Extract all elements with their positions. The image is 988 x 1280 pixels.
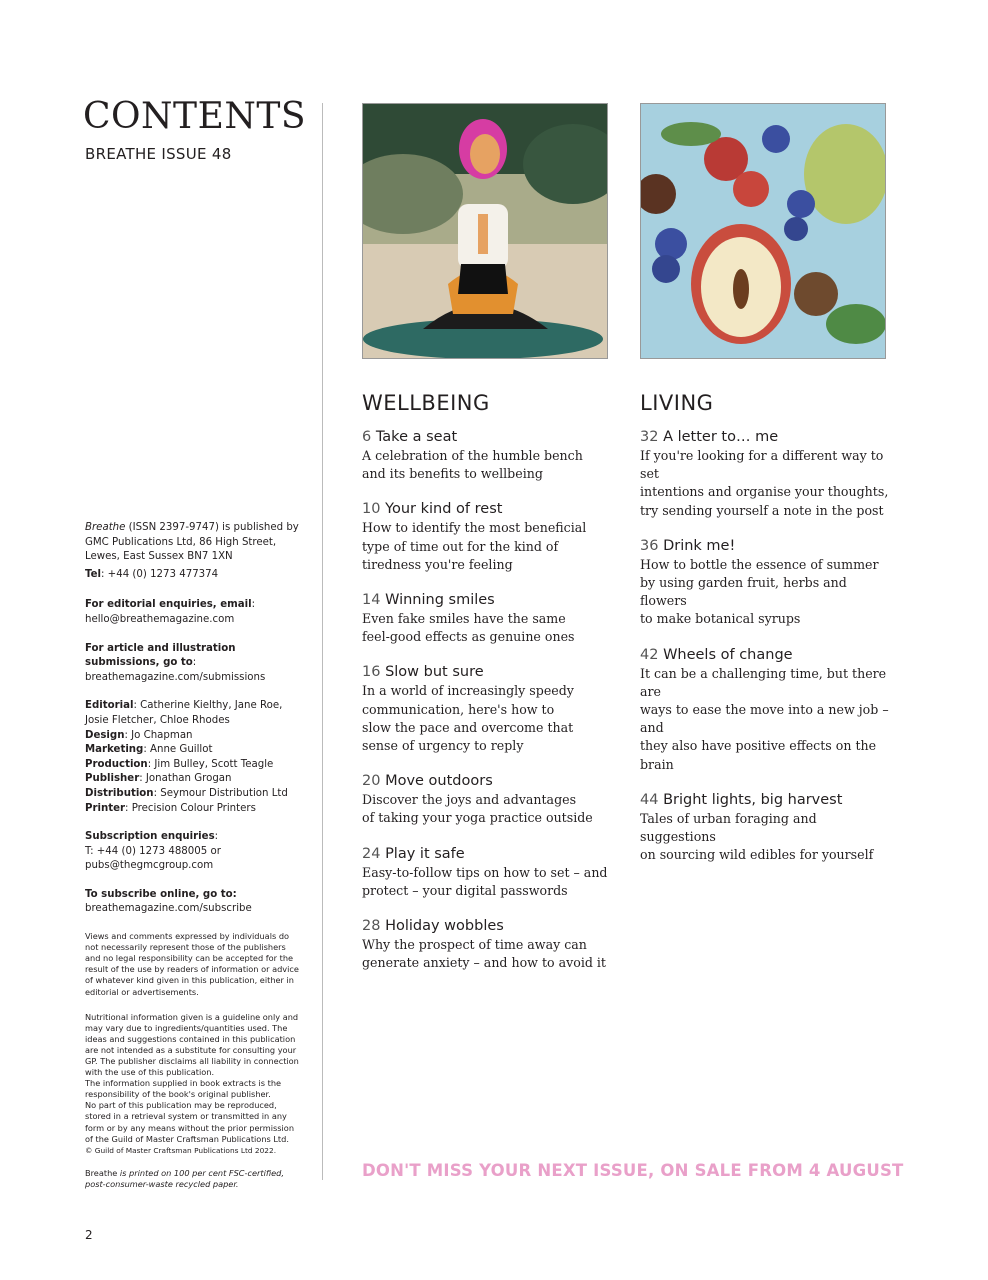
submissions-contact: For article and illustration submissions, go to: breathemagazine.com/submissions [85,642,266,683]
description-line: If you're looking for a different way to set [640,448,884,482]
description-line: protect – your digital passwords [362,882,568,898]
section-heading: WELLBEING [362,391,490,415]
description-line: intentions and organise your thoughts, [640,484,889,500]
contents-entry[interactable] [362,845,612,900]
description-line: sense of urgency to reply [362,738,524,754]
description-line: It can be a challenging time, but there are [640,665,887,699]
contents-entry[interactable] [640,791,890,865]
entry-description [362,682,612,755]
credit-line [85,730,193,741]
subs-detail: T: +44 (0) 1273 488005 or pubs@thegmcgroup.com [85,845,221,872]
description-line: Even fake smiles have the same [362,611,566,627]
legal-notice [85,1012,300,1156]
description-line: slow the pace and overcome that [362,719,574,735]
credit-line [85,744,213,755]
editorial-label: For editorial enquiries, email [85,599,252,611]
contents-entry[interactable] [362,591,612,646]
page-title: CONTENTS [83,96,307,137]
credit-names: : Jim Bulley, Scott Teagle [147,758,274,770]
entry-title[interactable]: Play it safe [385,845,465,862]
entry-page-number: 28 [362,918,381,935]
description-line: try sending yourself a note in the post [640,502,884,518]
credit-role: Design [85,729,125,741]
credit-names: : Precision Colour Printers [125,802,256,814]
reproduction-notice: No part of this publication may be reproduced, stored in a retrieval system or transmitted in any form or by any means without the prior permission of the Guild of Master Craftsman Publications Ltd. [85,1100,295,1144]
description-line: communication, here's how to [362,701,555,717]
fruit-illustration [640,103,886,359]
paper-note [85,1168,300,1190]
entry-title[interactable]: A letter to… me [663,429,779,445]
entry-title-line[interactable] [640,428,890,447]
entry-title-line[interactable] [362,917,612,936]
entry-description [640,665,890,774]
description-line: How to identify the most beneficial [362,520,587,536]
credit-role: Production [85,758,148,770]
credit-line [85,803,256,814]
contents-entry[interactable] [362,917,612,972]
description-line: of taking your yoga practice outside [362,810,593,826]
description-line: tiredness you're feeling [362,556,513,572]
description-line: feel-good effects as genuine ones [362,629,575,645]
entry-title[interactable]: Bright lights, big harvest [663,791,843,808]
description-line: and its benefits to wellbeing [362,466,543,482]
publisher-info [85,521,300,565]
description-line: by using garden fruit, herbs and flowers [640,575,847,609]
description-line: they also have positive effects on the brain [640,738,877,772]
extracts-disclaimer: The information supplied in book extracts is the responsibility of the book's original publisher. [85,1078,282,1100]
entry-title[interactable]: Wheels of change [663,646,793,663]
description-line: ways to ease the move into a new job – and [640,702,889,736]
entry-page-number: 44 [640,791,659,808]
subscribe-online [85,888,300,917]
credit-names: : Jonathan Grogan [139,773,232,785]
yoga-illustration [362,103,608,359]
entry-page-number: 32 [640,429,659,445]
entry-page-number: 36 [640,537,659,554]
description-line: type of time out for the kind of [362,538,559,554]
entry-description [362,519,612,574]
entry-title[interactable]: Move outdoors [385,773,493,790]
credit-role: Marketing [85,744,144,756]
contents-entry[interactable] [640,646,890,774]
credit-role: Printer [85,802,126,814]
issue-subtitle: BREATHE ISSUE 48 [85,145,232,163]
imprint [85,521,300,1204]
contents-entry[interactable] [362,663,612,755]
column-divider [322,103,323,1180]
copyright: © Guild of Master Craftsman Publications Ltd 2022. [85,1145,277,1155]
description-line: Why the prospect of time away can [362,937,587,953]
entry-description [640,447,890,520]
credit-names: : Jo Chapman [124,729,193,741]
nutrition-disclaimer: Nutritional information given is a guideline only and may vary due to ingredients/quantities used. The ideas and suggestions contained in this publication are not intended as a substitute for consulting your GP. The publisher disclaims all liability in connection with the use of this publication. [85,1011,299,1078]
credit-names: : Seymour Distribution Ltd [153,787,288,799]
tel-value: : +44 (0) 1273 477374 [101,568,219,580]
disclaimer: Views and comments expressed by individuals do not necessarily represent those of the publishers and no legal responsibility can be accepted for the result of the use by readers of information or advice of whatever kind given in this publication, either in editorial or advertisements. [85,931,299,997]
entry-title[interactable]: Drink me! [663,537,736,554]
next-issue-banner: DON'T MISS YOUR NEXT ISSUE, ON SALE FROM 4 AUGUST [362,1161,904,1180]
entry-title-line[interactable] [640,791,890,810]
contents-entry[interactable] [640,428,890,520]
entry-page-number: 42 [640,646,659,663]
entry-page-number: 14 [362,592,381,609]
magazine-name: Breathe [85,522,126,533]
description-line: Discover the joys and advantages [362,792,577,808]
entry-page-number: 24 [362,845,381,862]
submissions-label: For article and illustration submissions, go to [85,642,236,669]
tel [85,568,300,583]
description-line: on sourcing wild edibles for yourself [640,847,874,863]
entry-title-line[interactable] [640,537,890,556]
entry-title[interactable]: Holiday wobbles [385,918,504,935]
entry-description [362,610,612,646]
contents-entry[interactable] [362,500,612,574]
entry-title[interactable]: Your kind of rest [385,501,503,518]
credit-names: : Anne Guillot [143,744,213,756]
online-label: To subscribe online, go to: [85,888,237,900]
entry-description [362,791,612,827]
description-line: A celebration of the humble bench [362,448,583,463]
section-wellbeing [362,391,612,989]
entry-title-line[interactable] [362,772,612,791]
entry-page-number: 16 [362,664,381,681]
entry-title-line[interactable] [362,591,612,610]
description-line: generate anxiety – and how to avoid it [362,955,606,971]
editorial-email[interactable]: hello@breathemagazine.com [85,613,235,625]
section-living [640,391,890,881]
credit-names: : Catherine Kielthy, Jane Roe, Josie Fletcher, Chloe Rhodes [85,700,283,726]
description-line: Easy-to-follow tips on how to set – and [362,864,608,880]
editorial-contact: For editorial enquiries, email: hello@breathemagazine.com [85,599,256,625]
entry-description [640,556,890,629]
description-line: Tales of urban foraging and suggestions [640,810,817,845]
entry-title[interactable]: Take a seat [375,429,458,445]
entry-page-number: 6 [362,429,372,445]
publisher-text: (ISSN 2397-9747) is published by GMC Publications Ltd, 86 High Street, Lewes, East Sussex BN7 1XN [85,522,299,563]
entry-description [362,936,612,972]
contents-entry[interactable] [640,537,890,629]
paper-brand: Breathe [85,1167,118,1178]
entry-description [362,864,612,900]
section-heading: LIVING [640,391,714,415]
contents-entry[interactable] [362,772,612,827]
credit-role: Distribution [85,787,154,799]
subscribe-link[interactable]: breathemagazine.com/subscribe [85,903,252,915]
entry-title-line[interactable] [640,646,890,665]
description-line: How to bottle the essence of summer [640,556,879,572]
credit-line [85,788,288,799]
tel-label: Tel [85,568,101,580]
entry-title[interactable]: Winning smiles [385,592,495,609]
subs-label: Subscription enquiries [85,831,215,843]
entry-description [640,810,890,865]
entry-page-number: 10 [362,501,381,518]
entry-description [362,447,612,483]
entry-title-line[interactable] [362,663,612,682]
paper-text: is printed on 100 per cent FSC-certified, post-consumer-waste recycled paper. [85,1167,284,1189]
entry-title[interactable]: Slow but sure [385,664,484,681]
description-line: to make botanical syrups [640,611,801,627]
description-line: In a world of increasingly speedy [362,683,574,699]
credit-line [85,759,273,770]
credit-line [85,700,282,726]
entry-title-line[interactable] [362,845,612,864]
entry-page-number: 20 [362,773,381,790]
contents-entry[interactable] [362,428,612,483]
credit-role: Editorial [85,700,134,712]
entry-title-line[interactable] [362,500,612,519]
credits [85,699,300,816]
credit-line [85,773,232,784]
subscription-contact: Subscription enquiries: T: +44 (0) 1273 488005 or pubs@thegmcgroup.com [85,831,221,872]
credit-role: Publisher [85,773,140,785]
page-number: 2 [85,1228,93,1242]
entry-title-line[interactable] [362,428,612,447]
submissions-link[interactable]: breathemagazine.com/submissions [85,671,266,683]
